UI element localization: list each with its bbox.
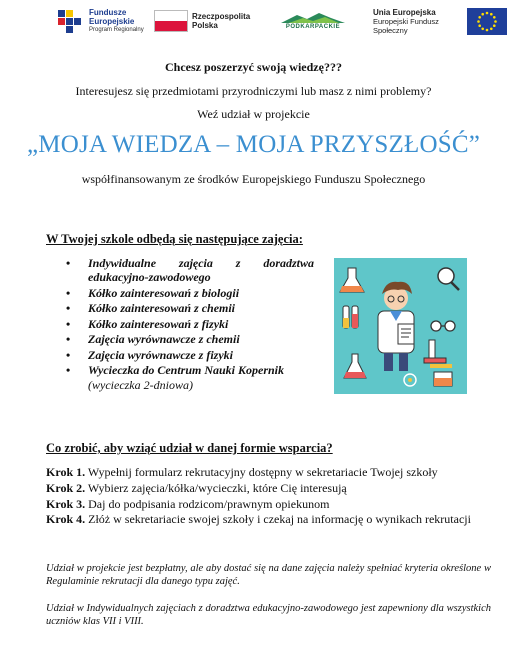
pl-line2: Polska xyxy=(192,21,218,30)
ue-line1: Unia Europejska xyxy=(373,7,436,17)
class-label: Kółko zainteresowań z biologii xyxy=(88,285,240,300)
rzeczpospolita-logo xyxy=(154,6,250,36)
podkarpackie-mark-icon xyxy=(279,12,347,24)
class-label: Zajęcia wyrównawcze z chemii xyxy=(88,332,240,347)
podkarpackie-logo xyxy=(276,6,350,36)
step-label: Krok 1. xyxy=(46,465,86,479)
polish-flag-icon xyxy=(154,10,188,32)
scientist-illustration xyxy=(334,258,467,394)
list-item xyxy=(46,497,491,513)
free-participation-note: Udział w projekcie jest bezpłatny, ale aby dostać się na dane zajęcia należy spełniać kryteria określone w Regulaminie rekrutacji dla danego typu zajęć. xyxy=(46,563,491,587)
step-label: Krok 4. xyxy=(46,512,86,527)
step-text: Wypełnij formularz rekrutacyjny dostępny w sekretariacie Twojej szkoły xyxy=(85,465,438,479)
class-label: Wycieczka do Centrum Nauki Kopernik xyxy=(88,363,285,378)
list-item xyxy=(46,512,491,528)
list-item xyxy=(66,348,314,362)
classes-list xyxy=(66,256,314,393)
class-label: Kółko zainteresowań z fizyki xyxy=(88,316,229,331)
fe-line1: Fundusze xyxy=(89,7,127,17)
pk-name: PODKARPACKIE xyxy=(285,24,341,30)
question-heading: Chcesz poszerzyć swoją wiedzę??? xyxy=(165,60,342,74)
fe-line2: Europejskie xyxy=(89,16,135,26)
list-item xyxy=(66,286,314,300)
fe-mark-icon xyxy=(56,7,86,35)
list-item xyxy=(46,465,491,481)
fe-line3: Program Regionalny xyxy=(89,26,144,33)
steps-list xyxy=(46,465,491,528)
class-sublabel: (wycieczka 2-dniowa) xyxy=(88,377,193,392)
guaranteed-participation-note: Udział w Indywidualnych zajęciach z doradztwa edukacyjno-zawodowego jest zapewniony dla wszystkich uczniów klas VII i VIII. xyxy=(46,603,491,627)
invite-line: Weź udział w projekcie xyxy=(197,107,310,121)
classes-heading: W Twojej szkole odbędą się następujące zajęcia: xyxy=(46,232,303,246)
ue-line2: Europejski Fundusz Społeczny xyxy=(373,16,439,35)
eu-flag-icon xyxy=(467,8,507,35)
pl-line1: Rzeczpospolita xyxy=(192,12,251,21)
interest-line: Interesujesz się przedmiotami przyrodniczymi lub masz z nimi problemy? xyxy=(75,84,432,98)
step-text: Daj do podpisania rodzicom/prawnym opiekunom xyxy=(85,496,330,511)
class-label: Indywidualne zajęcia z doradztwa edukacyjno-zawodowego xyxy=(88,256,314,285)
unia-europejska-logo xyxy=(373,6,507,36)
class-label: Kółko zainteresowań z chemii xyxy=(88,301,236,316)
list-item xyxy=(66,301,314,315)
list-item xyxy=(66,332,314,346)
step-text: Złóż w sekretariacie swojej szkoły i czekaj na informację o wynikach rekrutacji xyxy=(85,512,471,527)
howto-heading: Co zrobić, aby wziąć udział w danej formie wsparcia? xyxy=(46,441,333,455)
list-item xyxy=(66,256,314,285)
step-label: Krok 2. xyxy=(46,480,86,495)
fundusze-europejskie-logo xyxy=(56,6,144,36)
project-title: „MOJA WIEDZA – MOJA PRZYSZŁOŚĆ” xyxy=(27,131,480,158)
list-item xyxy=(66,317,314,331)
step-label: Krok 3. xyxy=(46,496,86,511)
list-item xyxy=(46,481,491,497)
class-label: Zajęcia wyrównawcze z fizyki xyxy=(88,347,233,362)
list-item xyxy=(66,363,314,392)
step-text: Wybierz zajęcia/kółka/wycieczki, które Cię interesują xyxy=(85,480,347,495)
cofinanced-line: współfinansowanym ze środków Europejskiego Funduszu Społecznego xyxy=(81,172,426,186)
logo-bar xyxy=(0,0,507,44)
